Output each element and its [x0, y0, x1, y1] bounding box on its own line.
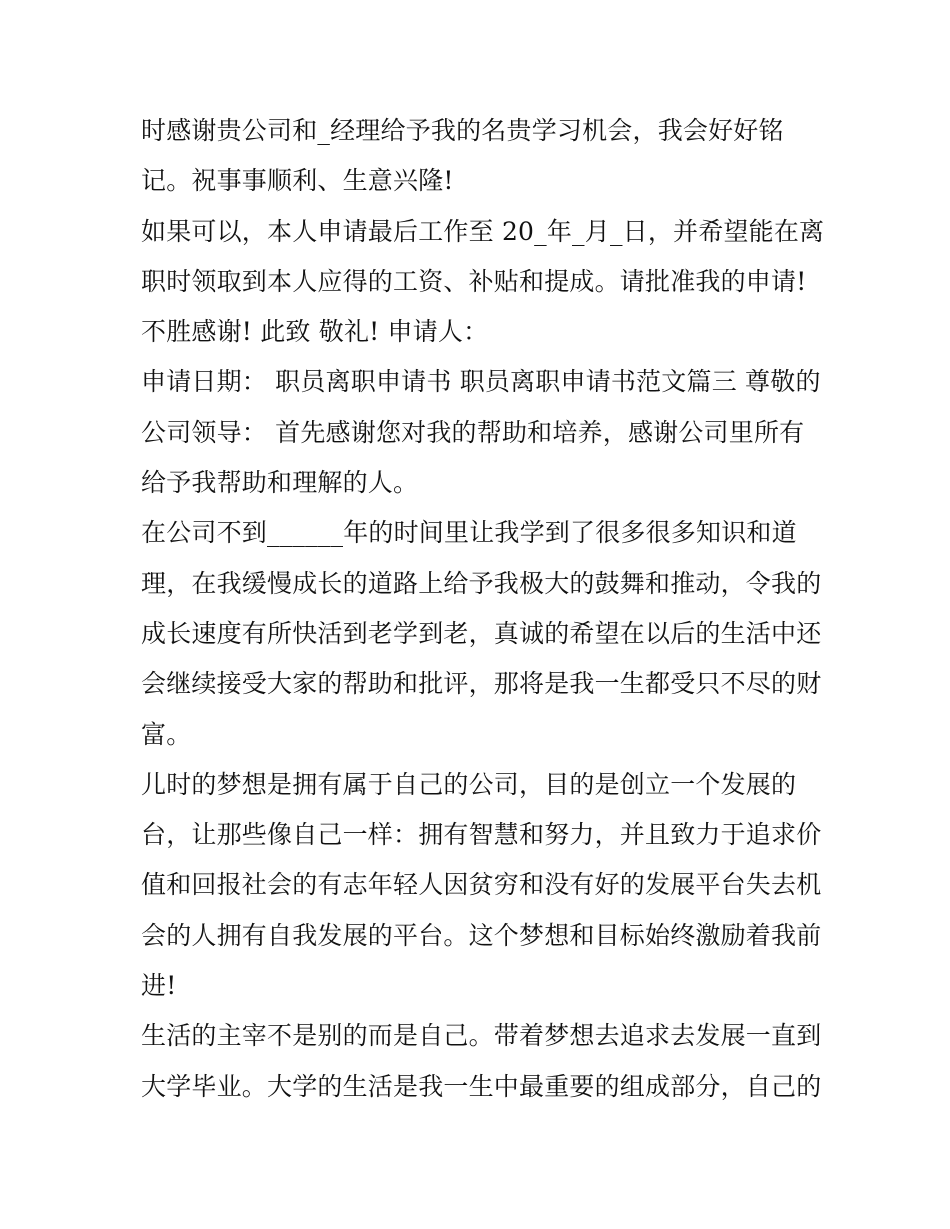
text-line: 值和回报社会的有志年轻人因贫穷和没有好的发展平台失去机 — [141, 870, 822, 900]
text-line: 职时领取到本人应得的工资、补贴和提成。请批准我的申请! — [141, 266, 807, 296]
text-line: 会的人拥有自我发展的平台。这个梦想和目标始终激励着我前 — [141, 920, 822, 950]
document-text — [141, 106, 825, 1112]
text-line: 公司领导： 首先感谢您对我的帮助和培养，感谢公司里所有 — [141, 417, 805, 447]
text-line: 在公司不到______年的时间里让我学到了很多很多知识和道 — [141, 518, 797, 548]
text-line: 生活的主宰不是别的而是自己。带着梦想去追求去发展一直到 — [141, 1021, 822, 1051]
text-line: 大学毕业。大学的生活是我一生中最重要的组成部分，自己的 — [141, 1071, 822, 1101]
text-line: 儿时的梦想是拥有属于自己的公司，目的是创立一个发展的 — [141, 769, 797, 799]
text-line: 如果可以，本人申请最后工作至 20_年_月_日，并希望能在离 — [141, 216, 825, 246]
text-line: 理，在我缓慢成长的道路上给予我极大的鼓舞和推动，令我的 — [141, 568, 822, 598]
text-line: 记。祝事事顺利、生意兴隆! — [141, 166, 454, 196]
text-line: 时感谢贵公司和_经理给予我的名贵学习机会，我会好好铭 — [141, 116, 784, 145]
text-line: 成长速度有所快活到老学到老，真诚的希望在以后的生活中还 — [141, 618, 822, 648]
text-line: 申请日期： 职员离职申请书 职员离职申请书范文篇三 尊敬的 — [141, 367, 821, 397]
text-line: 台，让那些像自己一样：拥有智慧和努力，并且致力于追求价 — [141, 820, 822, 850]
text-line: 进! — [141, 971, 177, 1001]
text-line: 不胜感谢! 此致 敬礼! 申请人： — [141, 317, 489, 347]
text-line: 给予我帮助和理解的人。 — [141, 468, 419, 498]
text-line: 会继续接受大家的帮助和批评，那将是我一生都受只不尽的财 — [141, 669, 822, 699]
text-line: 富。 — [141, 719, 192, 749]
